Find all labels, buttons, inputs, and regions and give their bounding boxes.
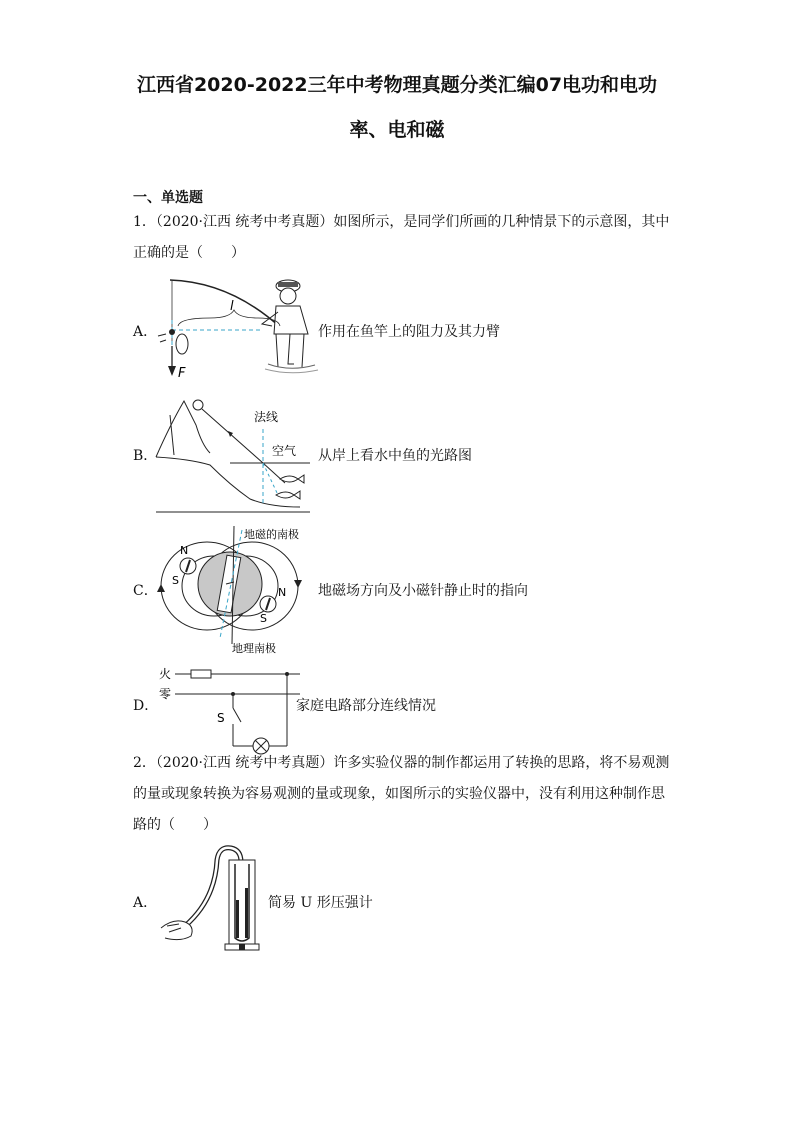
svg-text:l: l [230,299,234,314]
q1-option-c-caption: 地磁场方向及小磁针静止时的指向 [318,583,528,599]
section-heading: 一、单选题 [133,190,203,206]
svg-text:空气: 空气 [272,444,297,458]
u-tube-manometer-figure [155,840,265,958]
svg-text:零: 零 [159,687,172,701]
earth-magnetic-field-figure [150,522,320,657]
svg-text:F: F [178,366,186,381]
q1-option-b-letter[interactable]: B． [133,448,158,464]
q1-option-b-caption: 从岸上看水中鱼的光路图 [318,448,472,464]
household-circuit-figure [155,660,300,760]
fishing-rod-figure [150,272,320,382]
q2-stem-line2: 的量或现象转换为容易观测的量或现象，如图所示的实验仪器中，没有利用这种制作思 [133,786,665,802]
page-title-line2: 率、电和磁 [349,119,445,141]
q1-option-d-letter[interactable]: D． [133,698,159,714]
light-refraction-figure [150,395,315,517]
svg-text:火: 火 [159,667,172,681]
q1-stem-line2: 正确的是（ ） [133,245,245,261]
svg-text:地理南极: 地理南极 [232,642,276,655]
svg-text:N: N [278,586,287,599]
q2-option-a-letter[interactable]: A． [133,895,158,911]
q1-option-c-letter[interactable]: C． [133,583,158,599]
page-title-line1: 江西省2020-2022三年中考物理真题分类汇编07电功和电功 [136,74,658,96]
svg-text:法线: 法线 [254,410,279,424]
q2-stem-line1: 2．（2020·江西 统考中考真题）许多实验仪器的制作都运用了转换的思路，将不易观测 [133,755,670,771]
q1-option-a-letter[interactable]: A． [133,324,158,340]
svg-text:地磁的南极: 地磁的南极 [244,528,299,541]
svg-text:S: S [217,711,225,725]
q1-stem-line1: 1．（2020·江西 统考中考真题）如图所示，是同学们所画的几种情景下的示意图，其中 [133,214,670,230]
svg-text:S: S [260,612,267,625]
q1-option-a-caption: 作用在鱼竿上的阻力及其力臂 [318,324,500,340]
q2-option-a-caption: 简易 U 形压强计 [268,895,373,911]
svg-text:S: S [172,574,179,587]
q1-option-d-caption: 家庭电路部分连线情况 [296,698,436,714]
svg-text:N: N [180,544,189,557]
q2-stem-line3: 路的（ ） [133,817,217,833]
